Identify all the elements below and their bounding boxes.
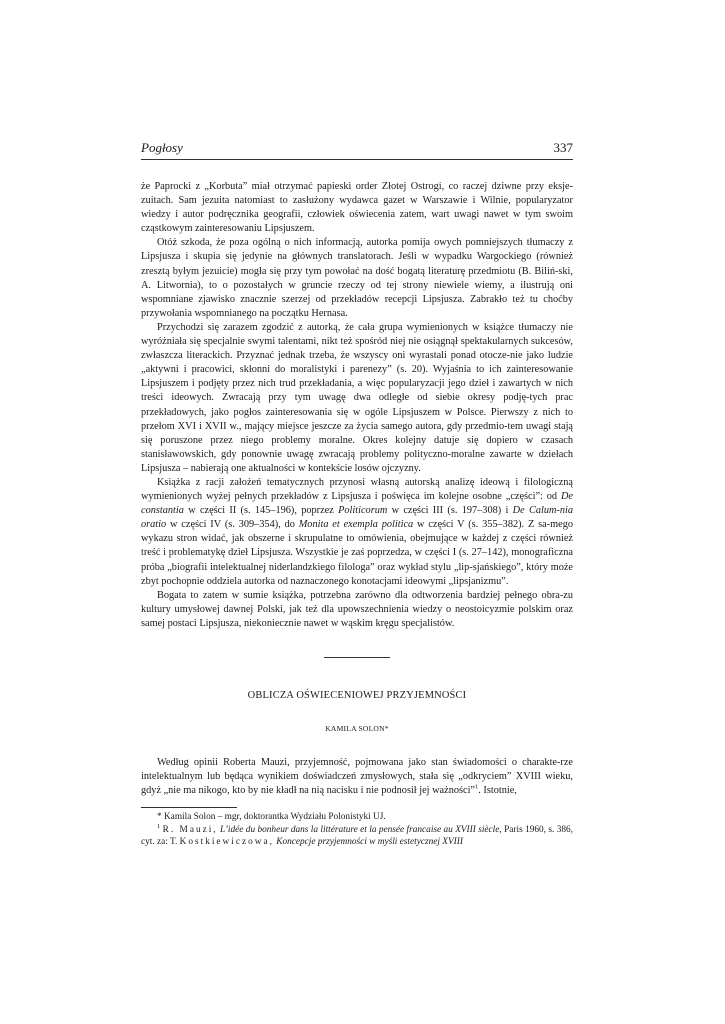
- running-header: [141, 140, 573, 160]
- footnotes: [141, 807, 573, 848]
- footnote-1-author: R. Mauzi,: [162, 824, 218, 835]
- paragraph-4: [141, 476, 573, 589]
- running-header-title: Pogłosy: [141, 140, 183, 155]
- footnote-ref-1: 1: [475, 783, 479, 791]
- footnote-1: [141, 824, 573, 849]
- paragraph-4-text-a: Książka z racji założeń tematycznych przynosi własną autorską analizę ideową i filologiczną wymienionych wyżej pełnych przekładów z Lipsjusza i poświęca im kolejne osobne „części”: od: [141, 476, 573, 503]
- intro-text: Według opinii Roberta Mauzi, przyjemność, pojmowana jako stan świadomości o charakte-rze intelektualnym lub będąca wynikiem doświadczeń zmysłowych, stała się „odkryciem” XVIII wieku, gdyż „nie ma nikogo, kto by nie kładł na nią nacisku i nie podnosił jej ważności”: [141, 757, 573, 797]
- paragraph-5: Bogata to zatem w sumie książka, potrzebna zarówno dla odtworzenia bardziej pełnego obra-zu kultury umysłowej dawnej Polski, jak też dla upowszechnienia wiedzy o neostoicyzmie polskim oraz samej postaci Lipsjusza, niekoniecznie nawet w wąskim kręgu specjalistów.: [141, 589, 573, 629]
- footnote-1-title: L’idée du bonheur dans la littérature et la pensée francaise au XVIII siècle: [220, 824, 500, 835]
- paragraph-4-text-c: w części II (s. 145–196), poprzez: [183, 505, 339, 517]
- paragraph-4-text-e: w części III (s. 197–308) i: [387, 505, 513, 517]
- article-intro: [141, 756, 573, 798]
- footnote-1-title2: Koncepcje przyjemności w myśli estetycznej XVIII: [276, 837, 463, 848]
- article-author: KAMILA SOLON*: [325, 724, 389, 733]
- article-title: OBLICZA OŚWIECENIOWEJ PRZYJEMNOŚCI: [247, 690, 467, 701]
- paragraph-1: że Paprocki z „Korbuta” miał otrzymać papieski order Złotej Ostrogi, co raczej dziwne przy eksje-zuitach. Sam jezuita natomiast to zasłużony wydawca gazet w Warszawie i Wilnie, popularyzator wiedzy i autor podręcznika geografii, człowiek oświecenia zatem, wart uwagi nawet w tym swoim cząstkowym zainteresowaniu Lipsjuszem.: [141, 181, 573, 235]
- section-separator: [324, 657, 390, 658]
- footnote-1-author2: Kostkiewiczowa,: [179, 837, 274, 848]
- title-de-calumnia: De Calum-nia oratio: [141, 505, 573, 531]
- review-body: [141, 180, 573, 631]
- footnote-1-mid: , Paris 1960, s. 386, cyt. za: T.: [141, 824, 573, 848]
- paragraph-4-text-g: w części IV (s. 309–354), do: [166, 519, 299, 531]
- page-number: 337: [553, 140, 573, 155]
- footnote-star: * Kamila Solon – mgr, doktorantka Wydziału Polonistyki UJ.: [157, 812, 386, 823]
- footnote-rule: [141, 807, 237, 808]
- paragraph-2: Otóż szkoda, że poza ogólną o nich informacją, autorka pomija owych pomniejszych tłumaczy z Lipsjusza i skupia się jedynie na głównych translatorach. Jeśli w wypadku Wargockiego (również zresztą byłym jezuicie) mogła się przy tym powołać na dość bogatą literaturę przedmiotu (B. Biliń-ski, A. Litwornia), to o pozostałych w gruncie rzeczy od tej strony niewiele wiemy, a ilustrują oni wspomniane zjawisko znacznie szerzej od przekładów recepcji Lipsjusza. Zabrakło też tu choćby przywołania wspomnianego na początku Hernasa.: [141, 237, 573, 319]
- paragraph-4-text-i: w części V (s. 355–382). Z sa-mego wykazu stron widać, jak obszerne i skrupulatne to omówienia, obejmujące w każdej z części również treść i problematykę dzieł Lipsjusza. Wszystkie je zaś poprzedza, w części I (s. 27–142), monograficzna próba „biografii intelektualnej niderlandzkiego filologa” oraz wykład stylu „lip-sjańskiego”, który może zbyt pochopnie oddziela autorka od naznaczonego konotacjami ideowymi „lipsjanizmu”.: [141, 519, 573, 587]
- title-monita: Monita et exempla politica: [298, 519, 414, 531]
- title-de-constantia: De constantia: [141, 491, 573, 517]
- title-politicorum: Politicorum: [338, 505, 388, 517]
- footnote-1-number: 1: [157, 822, 161, 830]
- intro-tail: . Istotnie,: [478, 785, 517, 797]
- journal-page: [141, 140, 573, 849]
- paragraph-3: Przychodzi się zarazem zgodzić z autorką, że cała grupa wymienionych w książce tłumaczy nie wyróżniała się specjalnie swymi talentami, nikt też spośród niej nie osiągnął spektakularnych sukcesów, zwłaszcza literackich. Przyznać jednak trzeba, że wszyscy oni wyrastali ponad otocze-nie jako ludzie „aktywni i pracowici, skłonni do moralistyki i parenezy” (s. 20). Wyjaśnia to ich zainteresowanie Lipsjuszem i podjęty przez nich trud przekładania, a więc popularyzacji jego dzieł i zawartych w nich treści ideowych. Zwracają przy tym uwagę dwa odległe od siebie okresy podję-tych prac przekładowych, jako pogłos zainteresowania się w ogóle Lipsjuszem w Polsce. Pierwszy z nich to przełom XVI i XVII w., mający miejsce jeszcze za życia samego autora, gdy przedmio-tem uwagi stają się poruszone przez niego problemy moralne. Okres kolejny datuje się dopiero w czasach stanisławowskich, gdy ponownie uwagę zwracają problemy polityczno-moralne zawarte w dziełach Lipsjusza – nabierają one aktualności w kontekście losów ojczyzny.: [141, 321, 573, 474]
